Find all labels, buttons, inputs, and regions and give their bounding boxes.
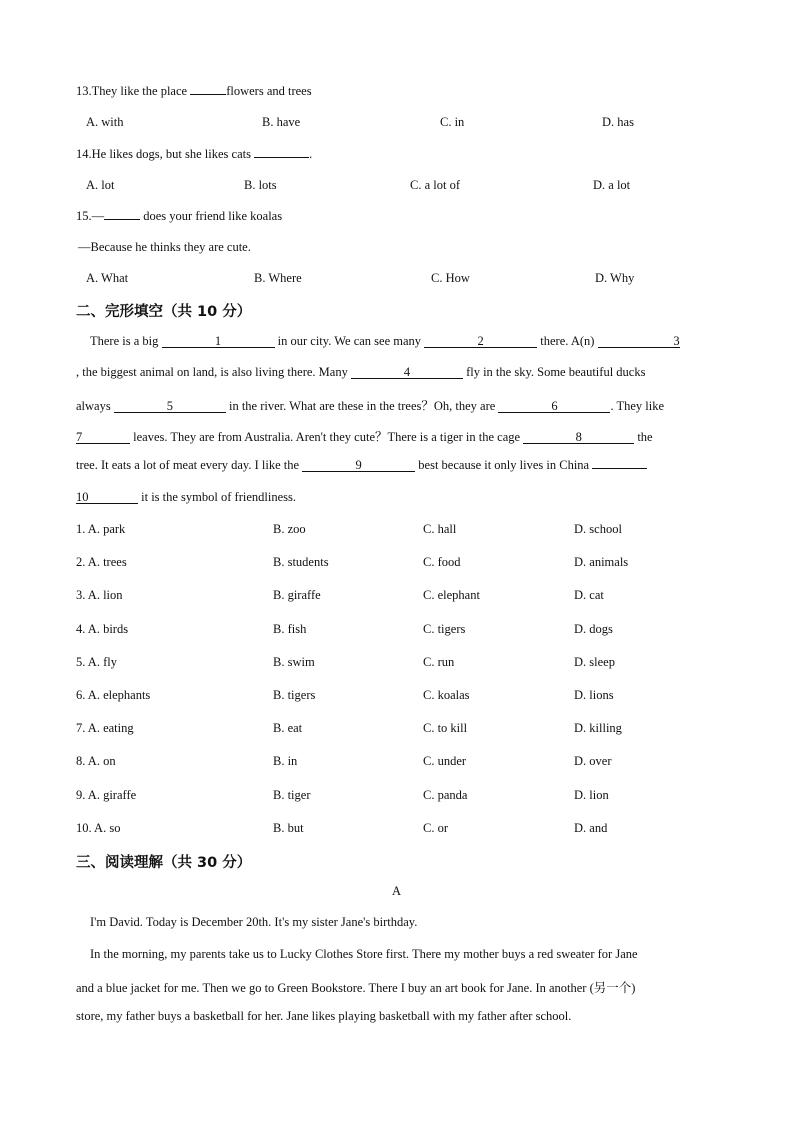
cloze-3-d: D. cat [574,588,604,602]
question-13-stem: 13.They like the place flowers and trees [76,84,312,98]
cloze-2-d: D. animals [574,555,629,569]
passage-line-6: 10 it is the symbol of friendliness. [76,490,296,504]
cloze-3-c: C. elephant [423,588,480,602]
q15-option-d: D. Why [595,271,635,285]
cloze-4-b: B. fish [273,622,307,636]
q15-option-c: C. How [431,271,470,285]
cloze-7-a: 7. A. eating [76,721,134,735]
passage-line-1: There is a big 1 in our city. We can see many 2 there. A(n) 3 [90,334,680,348]
cloze-10-a: 10. A. so [76,821,121,835]
reading-paragraph-2-line-3: store, my father buys a basketball for her. Jane likes playing basketball with my father after school. [76,1009,572,1023]
cloze-2-a: 2. A. trees [76,555,127,569]
cloze-10-d: D. and [574,821,608,835]
cloze-9-d: D. lion [574,788,609,802]
cloze-8-b: B. in [273,754,298,768]
cloze-2-c: C. food [423,555,461,569]
cloze-1-a: 1. A. park [76,522,126,536]
cloze-3-b: B. giraffe [273,588,321,602]
answer-blank [104,219,140,220]
passage-line-4: 7 leaves. They are from Australia. Aren't they cute？There is a tiger in the cage 8 the [76,430,653,444]
q13-option-c: C. in [440,115,465,129]
blank-10: 10 [76,491,138,504]
cloze-7-d: D. killing [574,721,622,735]
cloze-1-d: D. school [574,522,622,536]
answer-blank [592,468,647,469]
answer-blank [190,94,226,95]
cloze-10-c: C. or [423,821,448,835]
blank-7: 7 [76,431,130,444]
section-2-title: 二、完形填空（共 10 分） [76,304,252,320]
cloze-5-d: D. sleep [574,655,615,669]
cloze-3-a: 3. A. lion [76,588,123,602]
q14-option-c: C. a lot of [410,178,460,192]
reading-paragraph-2-line-1: In the morning, my parents take us to Lucky Clothes Store first. There my mother buys a red sweater for Jane [90,947,638,961]
cloze-2-b: B. students [273,555,329,569]
passage-line-5: tree. It eats a lot of meat every day. I like the 9 best because it only lives in China [76,458,647,473]
cloze-6-b: B. tigers [273,688,316,702]
cloze-5-a: 5. A. fly [76,655,117,669]
q14-option-d: D. a lot [593,178,631,192]
q15-option-a: A. What [86,271,129,285]
passage-line-2: , the biggest animal on land, is also living there. Many 4 fly in the sky. Some beautiful ducks [76,365,646,379]
q15-option-b: B. Where [254,271,302,285]
cloze-6-a: 6. A. elephants [76,688,151,702]
cloze-8-a: 8. A. on [76,754,116,768]
cloze-1-c: C. hall [423,522,457,536]
cloze-4-d: D. dogs [574,622,613,636]
passage-a-label: A [392,884,402,898]
reading-paragraph-1: I'm David. Today is December 20th. It's my sister Jane's birthday. [90,915,418,929]
q13-option-d: D. has [602,115,634,129]
blank-8: 8 [523,431,634,444]
cloze-4-a: 4. A. birds [76,622,129,636]
q14-option-a: A. lot [86,178,115,192]
cloze-5-b: B. swim [273,655,315,669]
section-3-title: 三、阅读理解（共 30 分） [76,855,252,871]
cloze-5-c: C. run [423,655,455,669]
cloze-7-b: B. eat [273,721,303,735]
cloze-9-b: B. tiger [273,788,311,802]
answer-blank [254,157,309,158]
q13-option-a: A. with [86,115,124,129]
blank-4: 4 [351,366,463,379]
cloze-9-a: 9. A. giraffe [76,788,137,802]
blank-2: 2 [424,335,537,348]
blank-9: 9 [302,459,415,472]
q14-option-b: B. lots [244,178,277,192]
cloze-7-c: C. to kill [423,721,468,735]
passage-line-3: always 5 in the river. What are these in the trees？Oh, they are 6 . They like [76,399,665,413]
q13-option-b: B. have [262,115,301,129]
question-14-stem: 14.He likes dogs, but she likes cats . [76,147,313,161]
blank-3: 3 [598,335,680,348]
blank-6: 6 [498,400,610,413]
cloze-10-b: B. but [273,821,304,835]
blank-1: 1 [162,335,275,348]
blank-5: 5 [114,400,226,413]
cloze-4-c: C. tigers [423,622,466,636]
question-15-stem: 15.— does your friend like koalas [76,209,283,223]
reading-paragraph-2-line-2: and a blue jacket for me. Then we go to Green Bookstore. There I buy an art book for Jane. In another (另一个) [76,981,636,995]
cloze-9-c: C. panda [423,788,468,802]
cloze-6-d: D. lions [574,688,614,702]
cloze-8-d: D. over [574,754,612,768]
cloze-8-c: C. under [423,754,467,768]
cloze-1-b: B. zoo [273,522,306,536]
cloze-6-c: C. koalas [423,688,470,702]
question-15-response: —Because he thinks they are cute. [78,240,251,254]
